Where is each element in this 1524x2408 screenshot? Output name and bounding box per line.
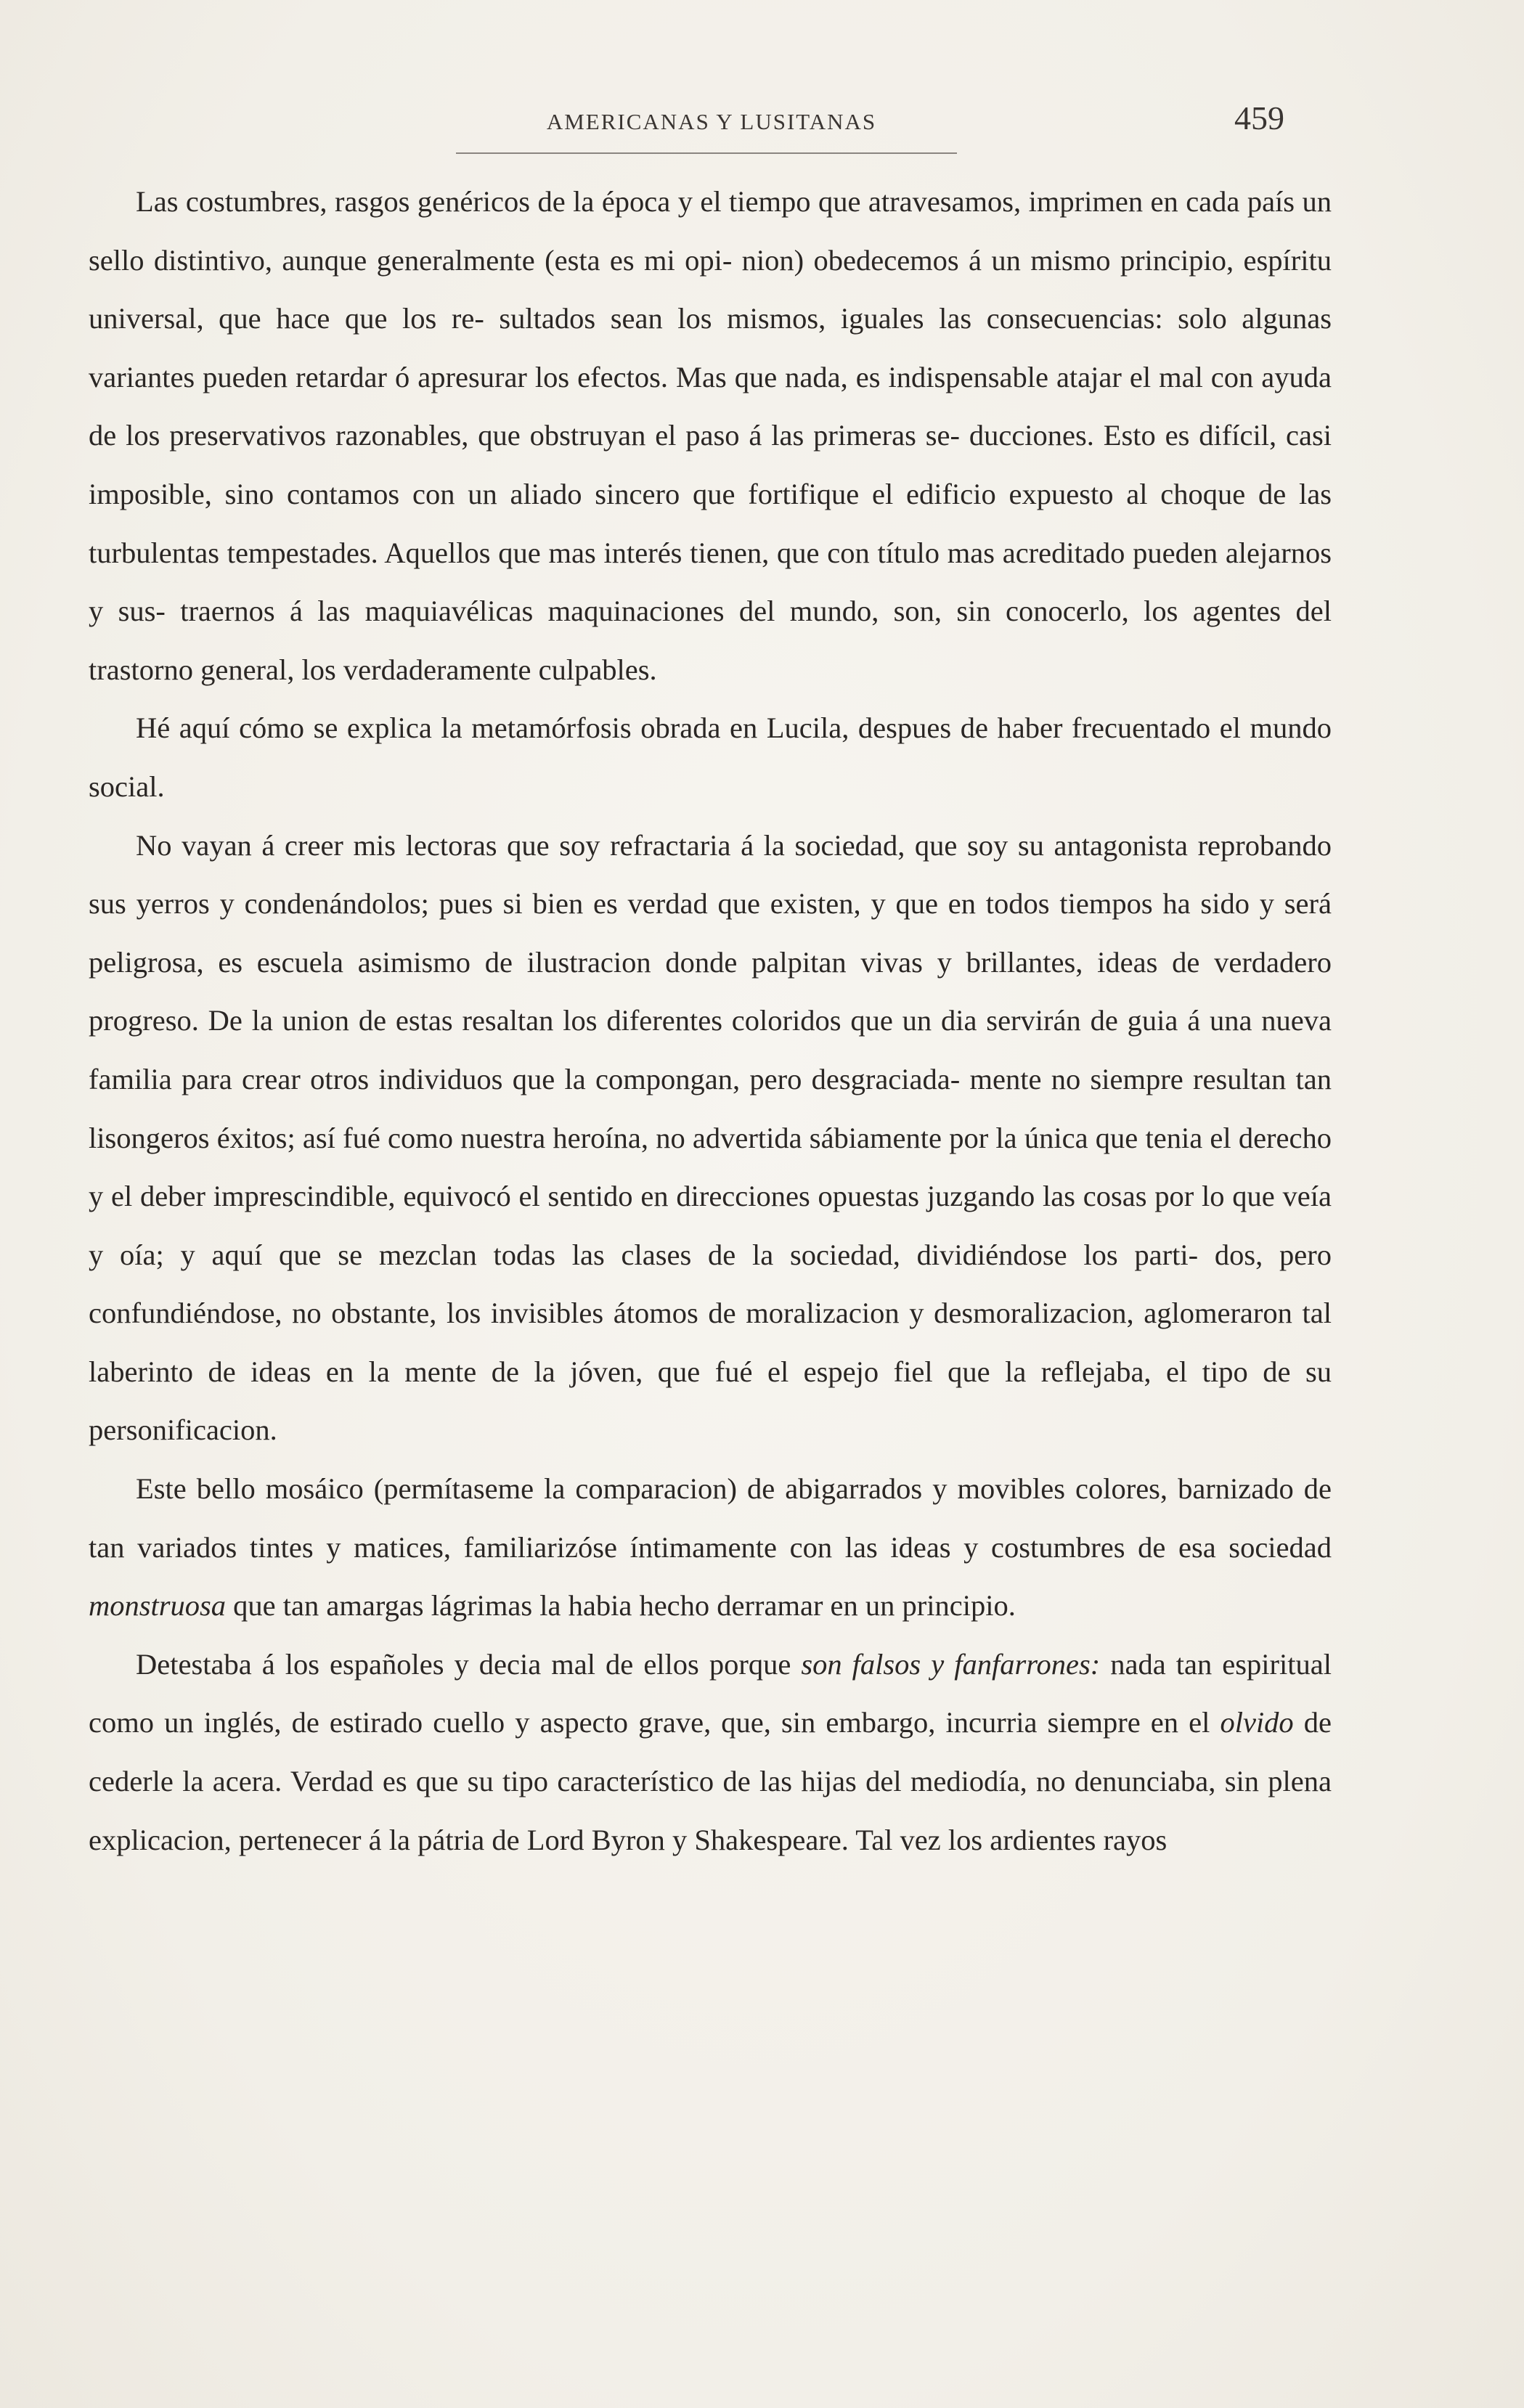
paragraph-5-text-a: Detestaba á los españoles y decia mal de ellos porque [136, 1647, 802, 1681]
running-head: AMERICANAS Y LUSITANAS [546, 109, 877, 134]
paragraph-3-text: No vayan á creer mis lectoras que soy refractaria á la sociedad, que soy su antagonista reprobando sus yerros y condenándolos; pues si bien es verdad que existen, y que en todos tiempos ha sido y será peligrosa, es escuela asimismo de ilustracion donde palpitan vivas y brillantes, ideas de verdadero progreso. De la union de estas resaltan los diferentes coloridos que un dia servirán de guia á una nueva familia para crear otros individuos que la compongan, pero desgraciada- mente no siempre resultan tan lisongeros éxitos; así fué como nuestra heroína, no advertida sábiamente por la única que tenia el derecho y el deber imprescindible, equivocó el sentido en direcciones opuestas juzgando las cosas por lo que veía y oía; y aquí que se mezclan todas las clases de la sociedad, dividiéndose los parti- dos, pero confundiéndose, no obstante, los invisibles átomos de moralizacion y desmoralizacion, aglomeraron tal laberinto de ideas en la mente de la jóven, que fué el espejo fiel que la reflejaba, el tipo de su personificacion. [89, 828, 1332, 1447]
paragraph-3 [89, 817, 1332, 1461]
paragraph-2 [89, 699, 1332, 816]
paragraph-5-text-c: de cederle la acera. Verdad es que su tipo característico de las hijas del mediodía, no denunciaba, sin plena explicacion, pertenecer á la pátria de Lord Byron y Shakespeare. Tal vez los ardientes rayos [89, 1706, 1332, 1856]
paragraph-1-text: Las costumbres, rasgos genéricos de la época y el tiempo que atravesamos, imprimen en cada país un sello distintivo, aunque generalmente (esta es mi opi- nion) obedecemos á un mismo principio, espíritu universal, que hace que los re- sultados sean los mismos, iguales las consecuencias: solo algunas variantes pueden retardar ó apresurar los efectos. Mas que nada, es indispensable atajar el mal con ayuda de los preservativos razonables, que obstruyan el paso á las primeras se- ducciones. Esto es difícil, casi imposible, sino contamos con un aliado sincero que fortifique el edificio expuesto al choque de las turbulentas tempestades. Aquellos que mas interés tienen, que con título mas acreditado pueden alejarnos y sus- traernos á las maquiavélicas maquinaciones del mundo, son, sin conocerlo, los agentes del trastorno general, los verdaderamente culpables. [89, 185, 1332, 686]
paragraph-4 [89, 1460, 1332, 1636]
paragraph-4-text-b: que tan amargas lágrimas la habia hecho derramar en un principio. [226, 1589, 1016, 1623]
paragraph-5-text-b: nada tan espiritual como un inglés, de estirado cuello y aspecto grave, que, sin embargo, incurria siempre en el [89, 1647, 1332, 1739]
paragraph-4-italic-monstruosa: monstruosa [89, 1589, 227, 1623]
paragraph-5 [89, 1636, 1332, 1869]
page-number: 459 [1234, 99, 1284, 136]
body-text [89, 173, 1332, 1869]
paragraph-2-text: Hé aquí cómo se explica la metamórfosis obrada en Lucila, despues de haber frecuentado el mundo social. [89, 711, 1332, 803]
paragraph-1 [89, 173, 1332, 699]
paragraph-5-italic-olvido: olvido [1220, 1706, 1294, 1739]
header-rule [456, 152, 957, 154]
paragraph-5-italic-quote: son falsos y fanfarrones: [801, 1647, 1101, 1681]
paragraph-4-text-a: Este bello mosáico (permítaseme la comparacion) de abigarrados y movibles colores, barnizado de tan variados tintes y matices, familiarizóse íntimamente con las ideas y costumbres de esa sociedad [89, 1472, 1332, 1564]
